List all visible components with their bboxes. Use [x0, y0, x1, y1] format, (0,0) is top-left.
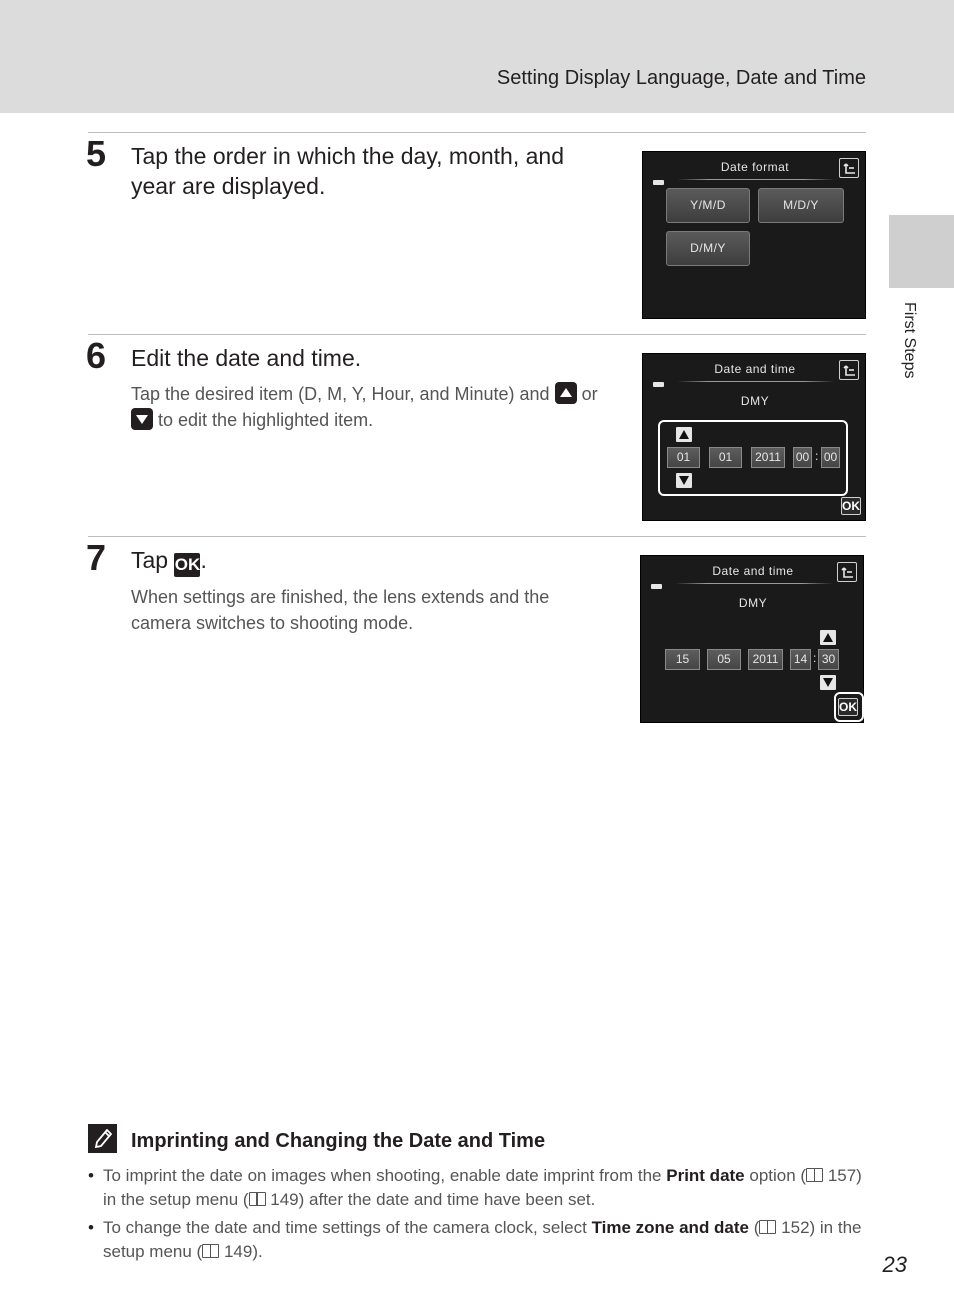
date-time-set-screen — [640, 555, 864, 723]
divider — [88, 132, 866, 133]
hour-field[interactable]: 00 — [793, 447, 812, 468]
note-title: Imprinting and Changing the Date and Time — [131, 1130, 546, 1152]
section-title: Setting Display Language, Date and Time — [496, 67, 866, 89]
time-separator: : — [813, 651, 817, 665]
format-option-dmy[interactable]: D/M/Y — [666, 231, 750, 266]
page-number: 23 — [882, 1252, 907, 1277]
month-field[interactable]: 01 — [709, 447, 742, 468]
bullet-text: option ( — [749, 1166, 807, 1185]
bullet-text: 149) after the date and time have been set. — [270, 1190, 596, 1209]
day-field[interactable]: 15 — [665, 649, 700, 670]
step-title: Tap the order in which the day, month, and year are displayed. — [131, 143, 565, 199]
year-field[interactable]: 2011 — [751, 447, 785, 468]
step-number: 7 — [86, 537, 107, 578]
up-arrow-icon — [823, 633, 833, 642]
up-button[interactable] — [676, 427, 692, 442]
divider — [677, 381, 835, 382]
day-field[interactable]: 01 — [667, 447, 700, 468]
step-number: 5 — [86, 133, 107, 174]
menu-option-print-date: Print date — [666, 1166, 745, 1185]
bullet-text: 152) in the setup menu ( — [103, 1218, 862, 1261]
back-button[interactable] — [839, 158, 859, 178]
screen-title: Date format — [720, 160, 790, 174]
bullet-text: 157) in the setup menu ( — [103, 1166, 862, 1209]
month-field[interactable]: 05 — [707, 649, 741, 670]
divider — [675, 583, 833, 584]
battery-icon — [653, 180, 664, 185]
title-text: . — [200, 547, 207, 573]
menu-option-time-zone: Time zone and date — [591, 1218, 750, 1237]
screen-title: Date and time — [712, 564, 794, 578]
time-separator: : — [815, 449, 819, 463]
date-format-label: DMY — [738, 596, 768, 610]
chapter-label: First Steps — [901, 302, 918, 379]
date-format-label: DMY — [740, 394, 770, 408]
down-arrow-icon — [679, 476, 689, 485]
battery-icon — [653, 382, 664, 387]
body-text: to edit the highlighted item. — [158, 410, 374, 430]
step-title — [131, 545, 611, 577]
body-text: or — [581, 384, 598, 404]
page-ref-icon — [202, 1244, 219, 1258]
up-arrow-icon — [679, 430, 689, 439]
title-text: Tap — [131, 547, 169, 573]
divider — [677, 179, 835, 180]
down-button[interactable] — [676, 473, 692, 488]
ok-button[interactable]: OK — [842, 499, 860, 513]
header-band — [0, 0, 954, 113]
up-button-icon — [555, 382, 577, 404]
back-icon — [841, 566, 855, 580]
body-text: Tap the desired item (D, M, Y, Hour, and Minute) and — [131, 384, 550, 404]
bullet-text: To change the date and time settings of the camera clock, select — [103, 1218, 587, 1237]
back-button[interactable] — [839, 360, 859, 380]
bullet-dot: • — [88, 1218, 94, 1237]
hour-field[interactable]: 14 — [790, 649, 811, 670]
ok-button[interactable]: OK — [839, 700, 857, 714]
date-format-screen — [642, 151, 866, 319]
down-button[interactable] — [820, 675, 836, 690]
minute-field[interactable]: 30 — [818, 649, 839, 670]
back-button[interactable] — [837, 562, 857, 582]
step-title: Edit the date and time. — [131, 345, 362, 371]
page-ref-icon — [249, 1192, 266, 1206]
bullet-text: ( — [753, 1218, 760, 1237]
divider — [88, 536, 866, 537]
bullet-dot: • — [88, 1166, 94, 1185]
back-icon — [843, 162, 857, 176]
screen-title: Date and time — [714, 362, 796, 376]
format-option-mdy[interactable]: M/D/Y — [758, 188, 844, 223]
year-field[interactable]: 2011 — [748, 649, 783, 670]
chapter-tab — [889, 215, 954, 288]
down-button-icon — [131, 408, 153, 430]
date-time-edit-screen — [642, 353, 866, 521]
note-icon — [88, 1124, 117, 1153]
step-body — [131, 381, 611, 433]
up-button[interactable] — [820, 630, 836, 645]
back-icon — [843, 364, 857, 378]
page-ref-icon — [806, 1168, 823, 1182]
page-ref-icon — [759, 1220, 776, 1234]
list-item — [88, 1164, 863, 1212]
bullet-text: 149). — [223, 1242, 263, 1261]
minute-field[interactable]: 00 — [821, 447, 840, 468]
battery-icon — [651, 584, 662, 589]
list-item — [88, 1216, 863, 1264]
format-option-ymd[interactable]: Y/M/D — [666, 188, 750, 223]
step-body: When settings are finished, the lens extends and the camera switches to shooting mode. — [131, 587, 550, 633]
ok-button-icon: OK — [174, 553, 200, 577]
step-number: 6 — [86, 335, 107, 376]
divider — [88, 334, 866, 335]
bullet-text: To imprint the date on images when shooting, enable date imprint from the — [103, 1166, 662, 1185]
down-arrow-icon — [823, 678, 833, 687]
